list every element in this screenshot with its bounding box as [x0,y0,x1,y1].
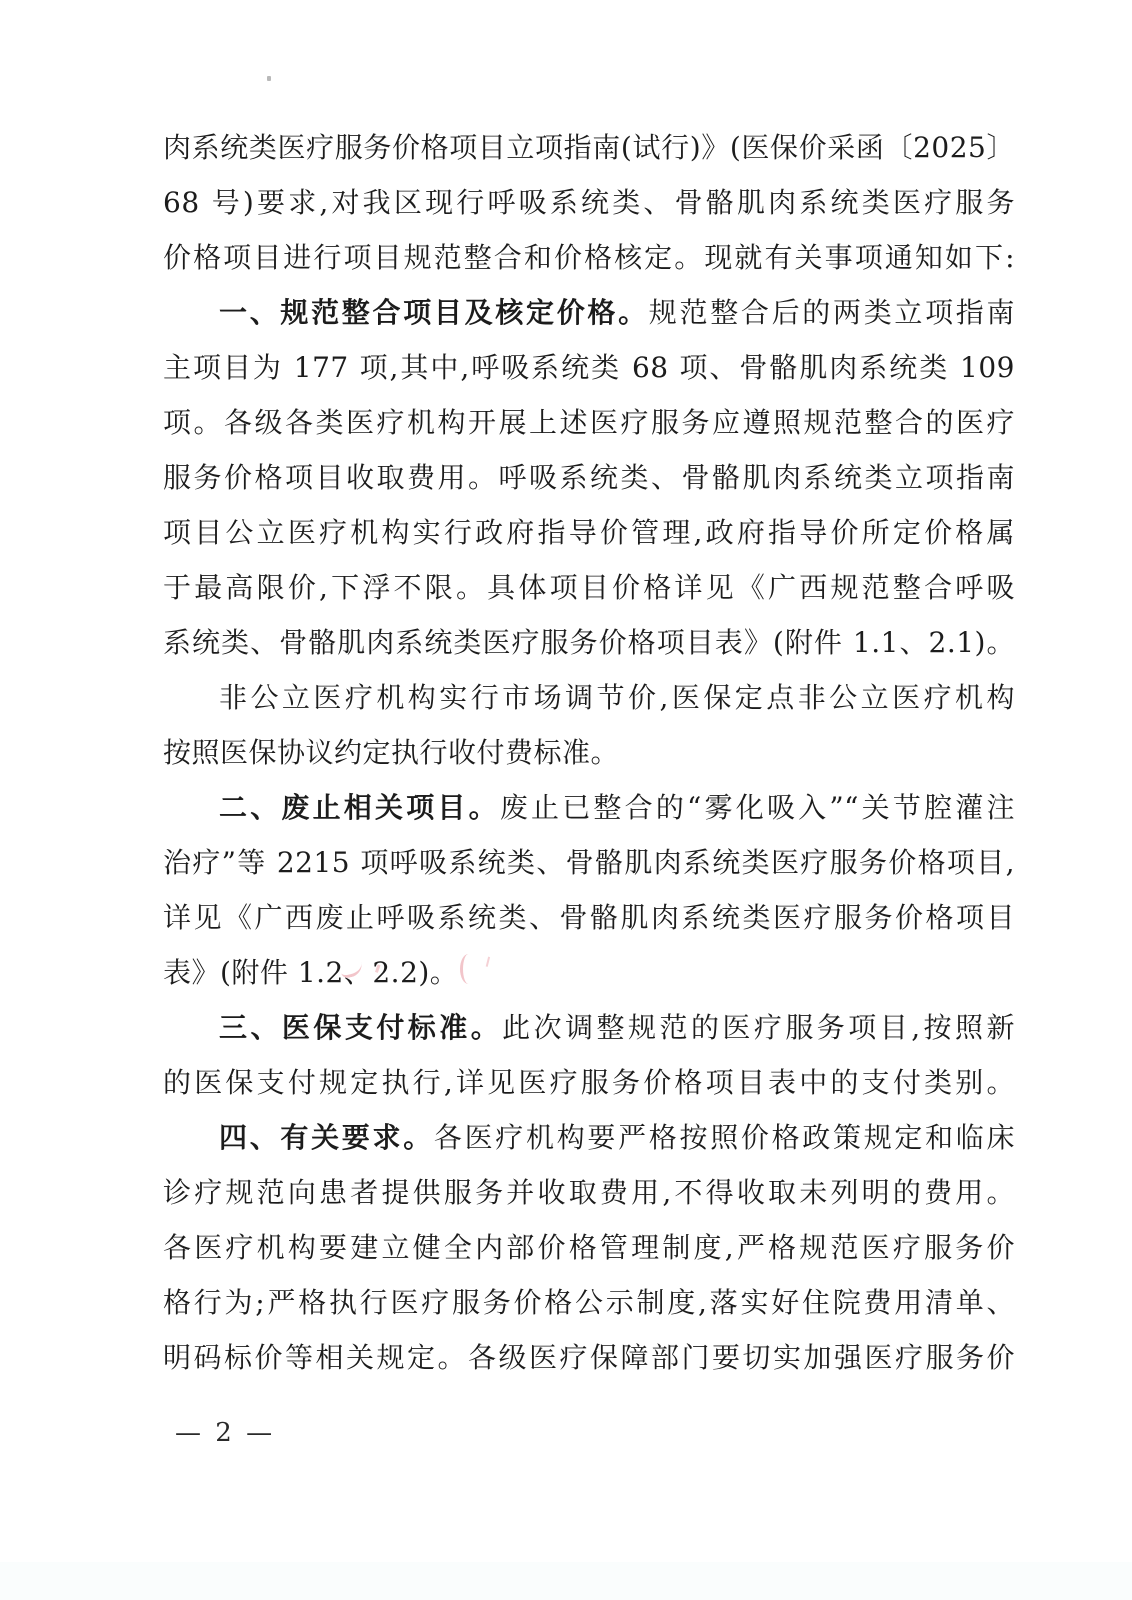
pink-annotation-artifact [460,954,477,984]
text-segment: 非公立医疗机构实行市场调节价,医保定点非公立医疗机构 [219,681,1015,714]
text-segment: 此次调整规范的医疗服务项目,按照新 [502,1011,1015,1044]
text-segment: 详见《广西废止呼吸系统类、骨骼肌肉系统类医疗服务价格项目 [163,901,1015,934]
text-line [163,725,1015,780]
text-line [163,945,1015,1000]
document-text [163,120,1015,1385]
text-segment: 项。各级各类医疗机构开展上述医疗服务应遵照规范整合的医疗 [163,406,1015,439]
text-line [163,1220,1015,1275]
text-segment: 的医保支付规定执行,详见医疗服务价格项目表中的支付类别。 [163,1066,1015,1099]
section-heading: 二、废止相关项目。 [219,791,500,824]
text-line [163,395,1015,450]
text-segment: 服务价格项目收取费用。呼吸系统类、骨骼肌肉系统类立项指南 [163,461,1015,494]
text-line [163,560,1015,615]
section-heading: 四、有关要求。 [219,1121,434,1154]
text-line [163,285,1015,340]
text-line [163,670,1015,725]
text-segment: 于最高限价,下浮不限。具体项目价格详见《广西规范整合呼吸 [163,571,1015,604]
text-line [163,615,1015,670]
text-line [163,450,1015,505]
text-line [163,1165,1015,1220]
text-segment: 各医疗机构要建立健全内部价格管理制度,严格规范医疗服务价 [163,1231,1015,1264]
text-segment: 68 号)要求,对我区现行呼吸系统类、骨骼肌肉系统类医疗服务 [163,186,1015,219]
scan-speck-artifact [267,76,271,81]
section-heading: 一、规范整合项目及核定价格。 [219,296,649,329]
text-line [163,1055,1015,1110]
text-line [163,835,1015,890]
text-segment: 各医疗机构要严格按照价格政策规定和临床 [433,1121,1015,1154]
section-heading: 三、医保支付标准。 [219,1011,503,1044]
text-line [163,1330,1015,1385]
text-line [163,340,1015,395]
text-segment: 规范整合后的两类立项指南 [648,296,1015,329]
scan-edge-tint [0,1562,1132,1600]
text-line [163,890,1015,945]
text-line [163,230,1015,285]
text-segment: 按照医保协议约定执行收付费标准。 [163,736,620,769]
text-segment: 明码标价等相关规定。各级医疗保障部门要切实加强医疗服务价 [163,1341,1015,1374]
text-segment: 项目公立医疗机构实行政府指导价管理,政府指导价所定价格属 [163,516,1015,549]
text-segment: 诊疗规范向患者提供服务并收取费用,不得收取未列明的费用。 [163,1176,1015,1209]
text-line [163,780,1015,835]
text-segment: 系统类、骨骼肌肉系统类医疗服务价格项目表》(附件 1.1、2.1)。 [163,626,1015,659]
text-segment: 治疗”等 2215 项呼吸系统类、骨骼肌肉系统类医疗服务价格项目, [163,846,1015,879]
text-segment: 废止已整合的“雾化吸入”“关节腔灌注 [499,791,1015,824]
text-line [163,1000,1015,1055]
text-line [163,505,1015,560]
page-number: — 2 — [175,1418,276,1448]
text-segment: 肉系统类医疗服务价格项目立项指南(试行)》(医保价采函〔2025〕 [163,131,1015,164]
text-segment: 主项目为 177 项,其中,呼吸系统类 68 项、骨骼肌肉系统类 109 [163,351,1015,384]
text-line [163,1110,1015,1165]
text-line [163,120,1015,175]
text-line [163,175,1015,230]
text-segment: 格行为;严格执行医疗服务价格公示制度,落实好住院费用清单、 [163,1286,1015,1319]
text-segment: 表》(附件 1.2、2.2)。 [163,956,459,989]
text-segment: 价格项目进行项目规范整合和价格核定。现就有关事项通知如下: [163,241,1015,274]
text-line [163,1275,1015,1330]
